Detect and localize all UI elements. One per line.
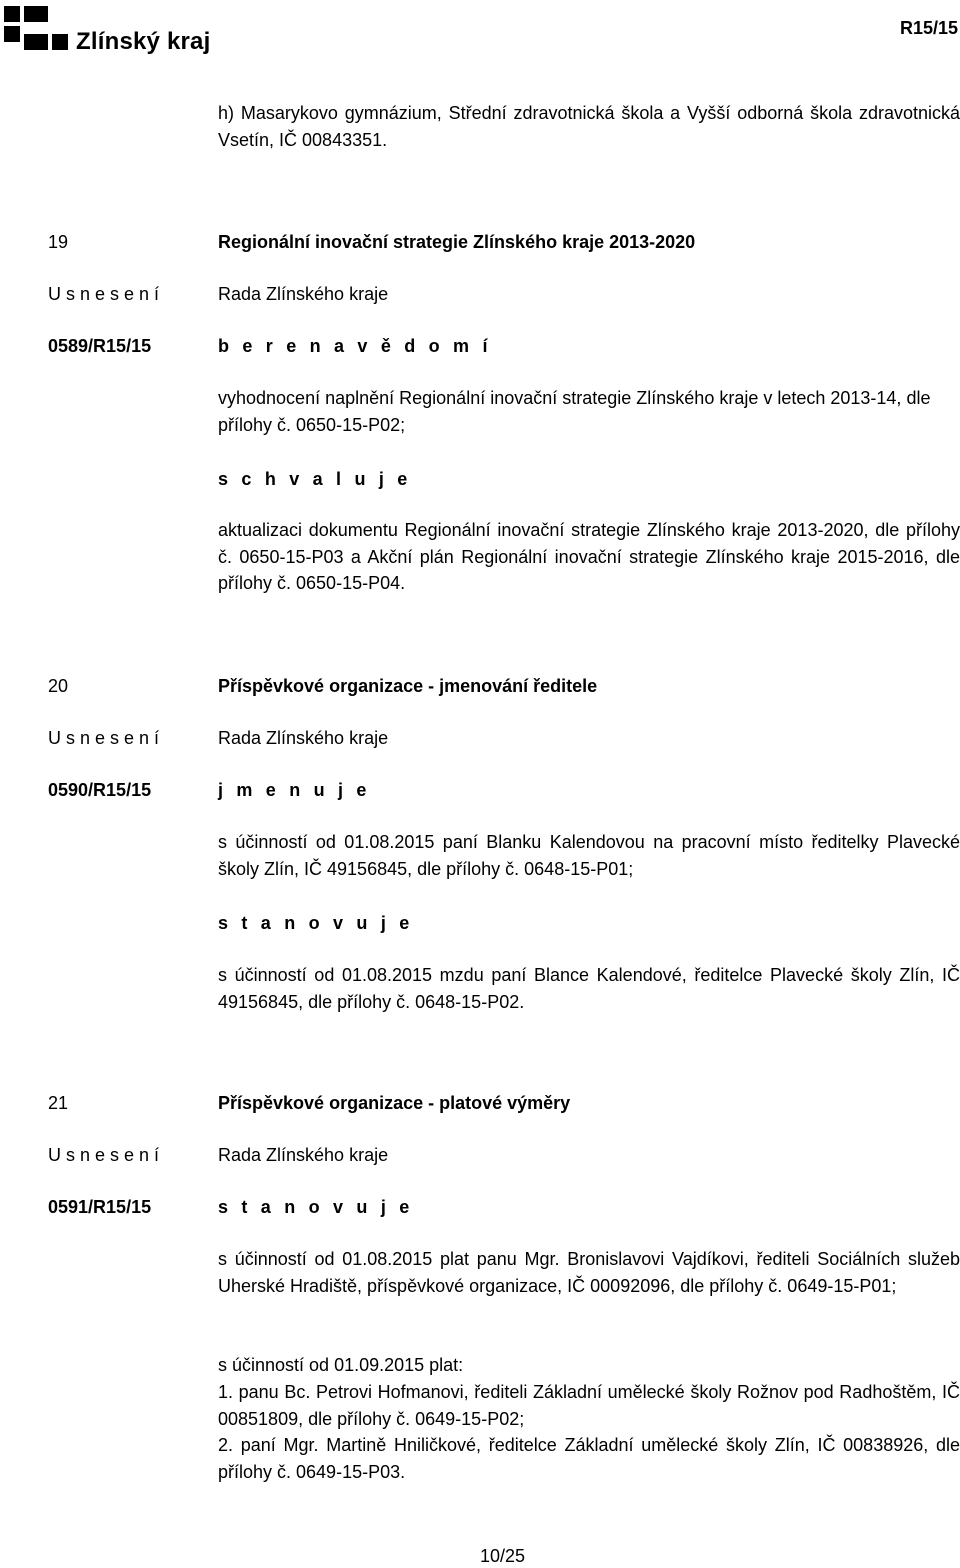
resolution-label: U s n e s e n í xyxy=(48,284,160,304)
item-number: 20 xyxy=(48,676,69,696)
resolution-text: s účinností od 01.08.2015 paní Blanku Kalendovou na pracovní místo ředitelky Plavecké školy Zlín, IČ 49156845, dle přílohy č. 0648-15-P01; xyxy=(218,832,960,879)
resolution-code: 0591/R15/15 xyxy=(48,1197,152,1217)
item-title: Regionální inovační strategie Zlínského kraje 2013-2020 xyxy=(218,232,696,252)
resolution-verb: s t a n o v u j e xyxy=(218,1197,414,1217)
resolution-verb: b e r e n a v ě d o m í xyxy=(218,336,492,356)
council-name: Rada Zlínského kraje xyxy=(218,284,389,304)
council-name: Rada Zlínského kraje xyxy=(218,728,389,748)
item-title: Příspěvkové organizace - platové výměry xyxy=(218,1093,571,1113)
item-number: 19 xyxy=(48,232,69,252)
list-item: 2. paní Mgr. Martině Hniličkové, ředitelce Základní umělecké školy Zlín, IČ 00838926, dle přílohy č. 0649-15-P03. xyxy=(218,1435,960,1482)
resolution-text: s účinností od 01.08.2015 mzdu paní Blance Kalendové, ředitelce Plavecké školy Zlín, IČ 49156845, dle přílohy č. 0648-15-P02. xyxy=(218,965,960,1012)
resolution-verb: j m e n u j e xyxy=(218,780,371,800)
resolution-label: U s n e s e n í xyxy=(48,728,160,748)
resolution-text: s účinností od 01.09.2015 plat: xyxy=(218,1355,464,1375)
resolution-text: vyhodnocení naplnění Regionální inovační strategie Zlínského kraje v letech 2013-14, dle přílohy č. 0650-15-P02; xyxy=(218,388,931,435)
resolution-verb: s t a n o v u j e xyxy=(218,913,414,933)
list-item: 1. panu Bc. Petrovi Hofmanovi, řediteli Základní umělecké školy Rožnov pod Radhoštěm, IČ 00851809, dle přílohy č. 0649-15-P02; xyxy=(218,1382,960,1429)
item-number: 21 xyxy=(48,1093,69,1113)
resolution-verb: s c h v a l u j e xyxy=(218,469,412,489)
zlinsky-kraj-logo xyxy=(4,6,211,55)
page-number: 10/25 xyxy=(480,1546,526,1566)
resolution-code: 0589/R15/15 xyxy=(48,336,152,356)
logo-text: Zlínský kraj xyxy=(76,28,211,55)
resolution-code: 0590/R15/15 xyxy=(48,780,152,800)
item-title: Příspěvkové organizace - jmenování ředitele xyxy=(218,676,598,696)
council-name: Rada Zlínského kraje xyxy=(218,1145,389,1165)
resolution-text: s účinností od 01.08.2015 plat panu Mgr. Bronislavovi Vajdíkovi, řediteli Sociálních služeb Uherské Hradiště, příspěvkové organizace, IČ 00092096, dle přílohy č. 0649-15-P01; xyxy=(218,1249,960,1296)
resolution-label: U s n e s e n í xyxy=(48,1145,160,1165)
document-number: R15/15 xyxy=(899,18,958,38)
resolution-text: aktualizaci dokumentu Regionální inovační strategie Zlínského kraje 2013-2020, dle přílohy č. 0650-15-P03 a Akční plán Regionální inovační strategie Zlínského kraje 2015-2016, dle přílohy č. 0650-15-P04. xyxy=(218,520,960,593)
intro-paragraph: h) Masarykovo gymnázium, Střední zdravotnická škola a Vyšší odborná škola zdravotnická Vsetín, IČ 00843351. xyxy=(218,103,960,150)
